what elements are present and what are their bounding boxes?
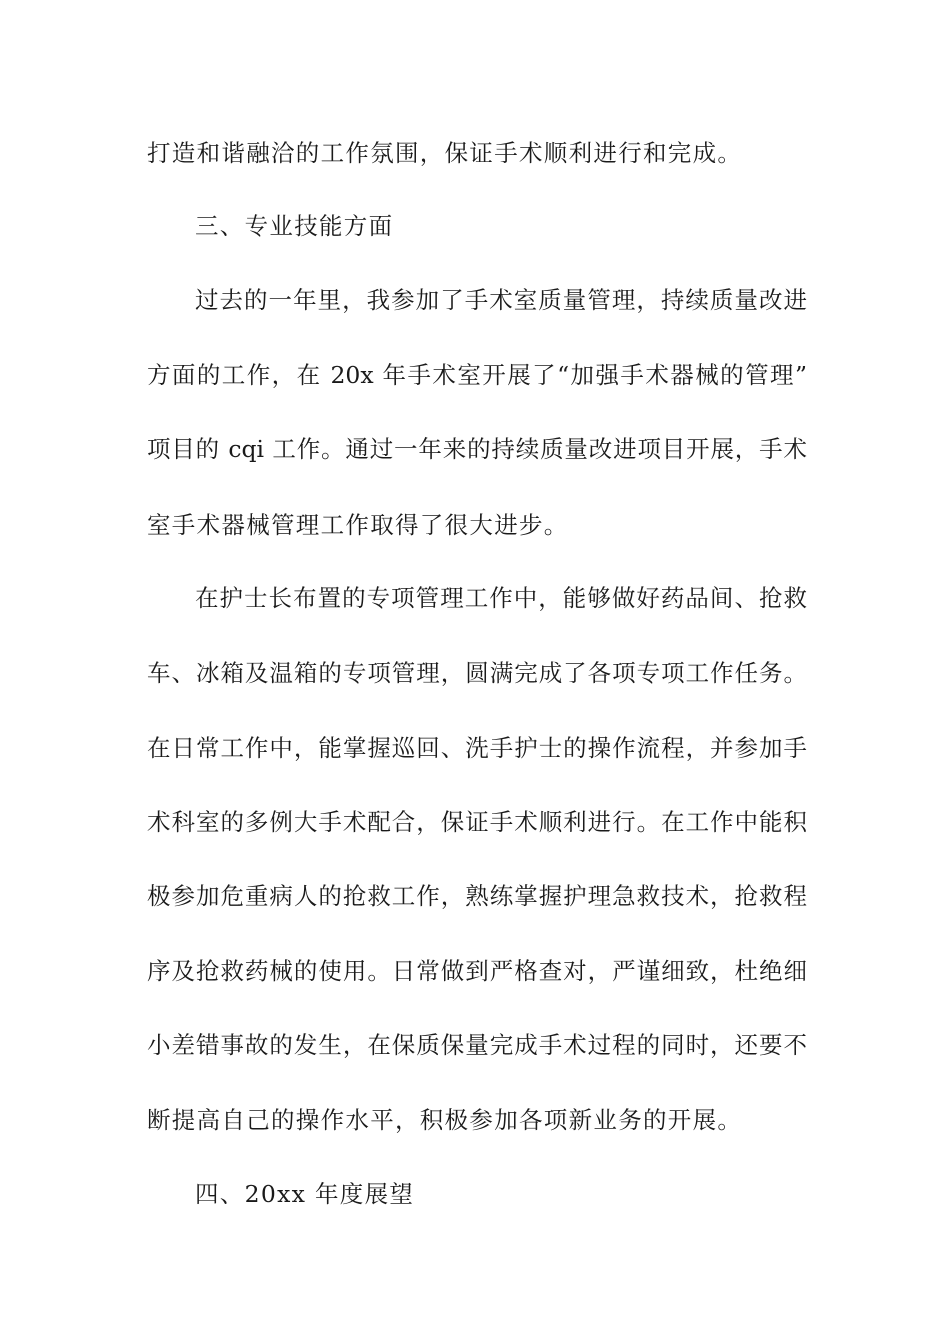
paragraph-line: 序及抢救药械的使用。日常做到严格查对，严谨细致，杜绝细 <box>147 957 807 985</box>
paragraph-line: 项目的 cqi 工作。通过一年来的持续质量改进项目开展，手术 <box>147 435 807 463</box>
paragraph-line: 过去的一年里，我参加了手术室质量管理，持续质量改进 <box>195 286 807 314</box>
paragraph-line: 小差错事故的发生，在保质保量完成手术过程的同时，还要不 <box>147 1031 807 1059</box>
paragraph-line: 断提高自己的操作水平，积极参加各项新业务的开展。 <box>147 1106 743 1134</box>
section-heading: 四、20xx 年度展望 <box>195 1180 415 1208</box>
paragraph-line: 打造和谐融洽的工作氛围，保证手术顺利进行和完成。 <box>147 139 743 167</box>
paragraph-line: 术科室的多例大手术配合，保证手术顺利进行。在工作中能积 <box>147 808 807 836</box>
paragraph-line: 极参加危重病人的抢救工作，熟练掌握护理急救技术，抢救程 <box>147 882 807 910</box>
paragraph-line: 在日常工作中，能掌握巡回、洗手护士的操作流程，并参加手 <box>147 734 807 762</box>
paragraph-line: 在护士长布置的专项管理工作中，能够做好药品间、抢救 <box>195 584 807 612</box>
section-heading: 三、专业技能方面 <box>195 212 394 240</box>
paragraph-line: 方面的工作，在 20x 年手术室开展了“加强手术器械的管理” <box>147 361 807 389</box>
paragraph-line: 室手术器械管理工作取得了很大进步。 <box>147 511 569 539</box>
paragraph-line: 车、冰箱及温箱的专项管理，圆满完成了各项专项工作任务。 <box>147 659 807 687</box>
